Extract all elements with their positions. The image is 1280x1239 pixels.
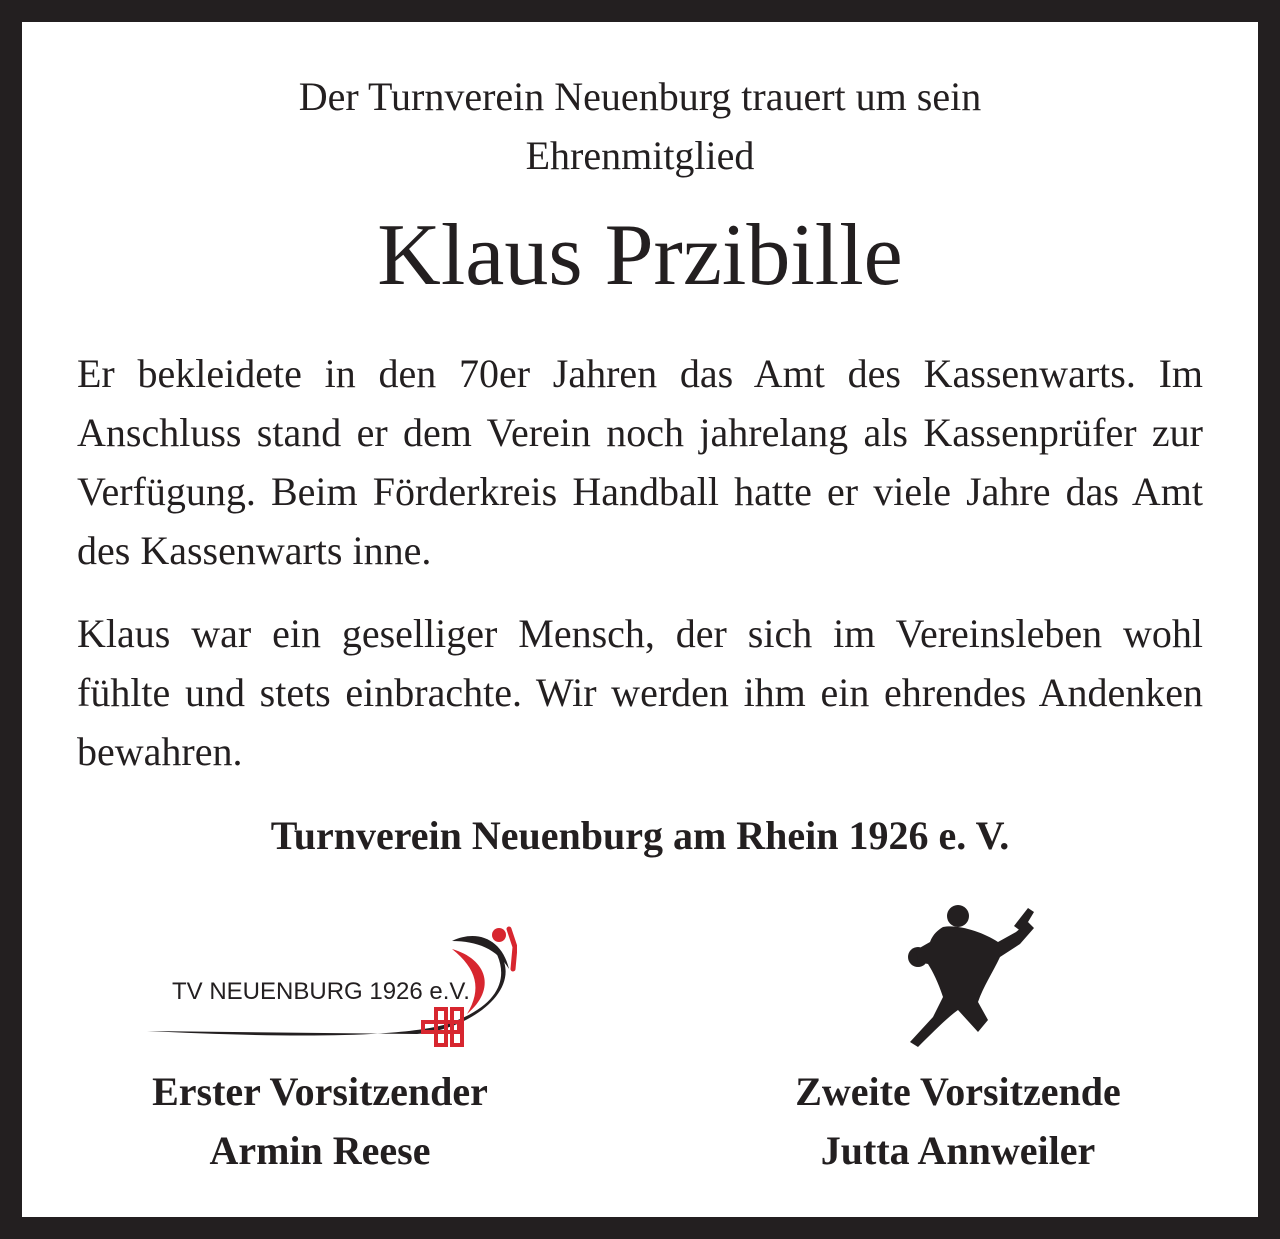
signature-role: Zweite Vorsitzende	[795, 1069, 1121, 1114]
signature-role: Erster Vorsitzender	[152, 1069, 488, 1114]
tv-neuenburg-logo	[117, 899, 517, 1049]
paragraph-1: Er bekleidete in den 70er Jahren das Amt des Kassenwarts. Im Anschluss stand er dem Verein noch jahrelang als Kassenprüfer zur Verfügung. Beim Förderkreis Handball hatte er viele Jahre das Amt des Kassenwarts inne.	[77, 351, 1203, 573]
logo-figure-stroke	[509, 929, 515, 969]
signature-second-chair	[678, 1062, 1238, 1180]
logo-ball	[492, 928, 506, 942]
deceased-name: Klaus Przibille	[377, 207, 903, 304]
intro-line-2: Ehrenmitglied	[525, 133, 755, 178]
handball-player-silhouette-icon	[888, 902, 1038, 1047]
paragraph-2: Klaus war ein geselliger Mensch, der sich im Vereinsleben wohl fühlte und stets einbrachte. Wir werden ihm ein ehrendes Andenken bewahren.	[77, 611, 1203, 774]
intro-text	[22, 67, 1258, 185]
signature-name: Armin Reese	[209, 1128, 431, 1173]
player-body	[910, 922, 1034, 1047]
signature-name: Jutta Annweiler	[820, 1128, 1096, 1173]
logo-text: TV NEUENBURG 1926 e.V.	[172, 978, 470, 1005]
club-name: Turnverein Neuenburg am Rhein 1926 e. V.	[270, 813, 1010, 858]
player-head	[947, 905, 969, 927]
intro-line-1: Der Turnverein Neuenburg trauert um sein	[298, 74, 982, 119]
obituary-notice	[22, 22, 1258, 1217]
signature-first-chair	[40, 1062, 600, 1180]
